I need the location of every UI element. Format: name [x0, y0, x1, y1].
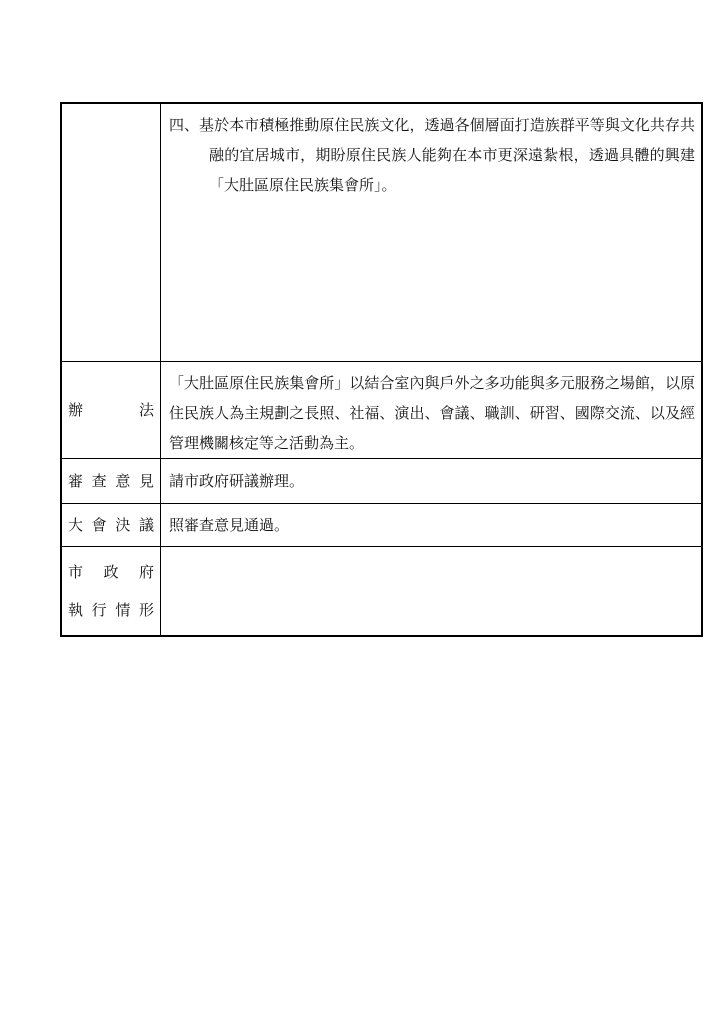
execution-label-line2 — [68, 591, 154, 629]
reason-label-cell — [61, 103, 161, 362]
resolution-label-cell — [61, 504, 161, 547]
execution-label-char: 府 — [138, 563, 154, 581]
reason-content-cell — [161, 103, 703, 362]
resolution-label-char: 大 — [68, 516, 84, 534]
review-content-cell — [161, 459, 703, 504]
execution-label-char: 市 — [68, 563, 84, 581]
resolution-content-cell — [161, 504, 703, 547]
method-label-char: 辦 — [68, 401, 84, 419]
review-label-char: 查 — [91, 472, 107, 490]
resolution-label-char: 決 — [115, 516, 131, 534]
review-label — [68, 459, 154, 503]
method-label-char: 法 — [138, 401, 154, 419]
proposal-table — [60, 102, 703, 637]
review-label-char: 審 — [68, 472, 84, 490]
execution-content-cell — [161, 547, 703, 637]
method-text: 「大肚區原住民族集會所」以結合室內與戶外之多功能與多元服務之場館，以原住民族人為主規劃之長照、社福、演出、會議、職訓、研習、國際交流、以及經管理機關核定等之活動為主。 — [169, 374, 695, 452]
execution-label-char: 行 — [91, 601, 107, 619]
resolution-row — [61, 504, 702, 547]
review-label-cell — [61, 459, 161, 504]
resolution-label — [68, 504, 154, 546]
execution-row — [61, 547, 702, 637]
review-row — [61, 459, 702, 504]
method-row — [61, 362, 702, 459]
execution-label-char: 執 — [68, 601, 84, 619]
resolution-text: 照審查意見通過。 — [169, 516, 290, 534]
resolution-label-char: 會 — [91, 516, 107, 534]
resolution-label-char: 議 — [138, 516, 154, 534]
execution-label-line1 — [68, 553, 154, 591]
reason-item-four: 四、基於本市積極推動原住民族文化，透過各個層面打造族群平等與文化共存共融的宜居城市，期盼原住民族人能夠在本市更深遠紮根，透過具體的興建「大肚區原住民族集會所」。 — [169, 116, 695, 194]
method-label-cell — [61, 362, 161, 459]
execution-label-cell — [61, 547, 161, 637]
review-text: 請市政府研議辦理。 — [169, 472, 305, 490]
method-label — [68, 362, 154, 458]
review-label-char: 意 — [115, 472, 131, 490]
execution-label-char: 形 — [138, 601, 154, 619]
execution-label — [68, 547, 154, 635]
execution-label-char: 情 — [115, 601, 131, 619]
reason-row — [61, 103, 702, 362]
method-content-cell — [161, 362, 703, 459]
execution-label-char: 政 — [103, 563, 119, 581]
review-label-char: 見 — [138, 472, 154, 490]
